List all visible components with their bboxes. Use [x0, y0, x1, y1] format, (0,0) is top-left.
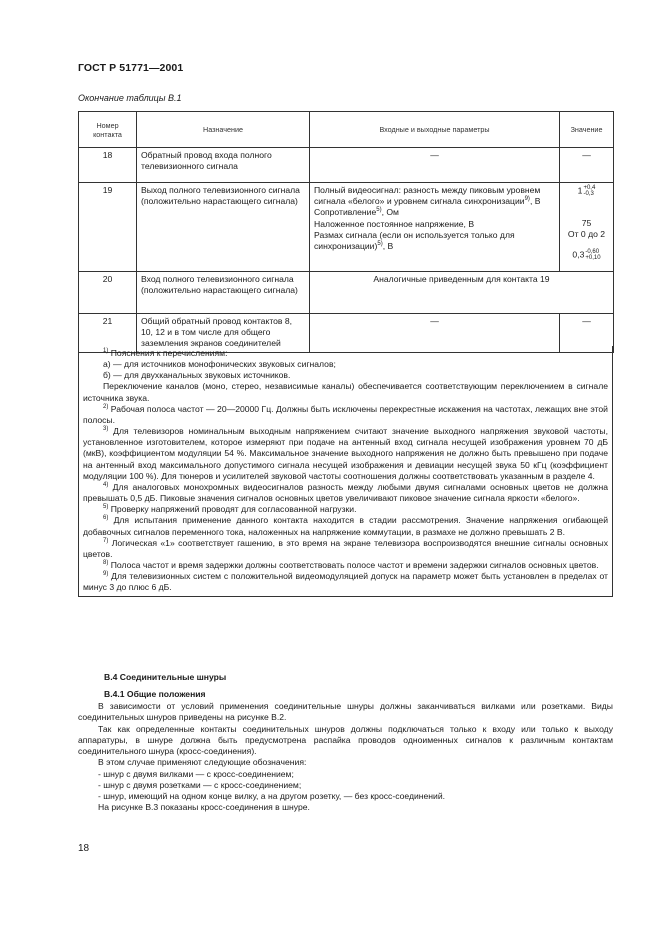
contact-purpose: Общий обратный провод контактов 8, 10, 12 и в том числе для общего заземления экранов соединителей: [137, 314, 310, 353]
contact-params: [310, 183, 560, 272]
column-header: Значение: [560, 112, 614, 148]
contact-purpose: Выход полного телевизионного сигнала (положительно нарастающего сигнала): [137, 183, 310, 272]
table-row: [79, 183, 614, 272]
footnote: $^{9)}$ Для телевизионных систем с положительной видеомодуляцией допуск на параметр может быть установлен в пределах от минус 3 до плюс 6 дБ.: [83, 571, 608, 593]
contact-value: —: [560, 148, 614, 183]
param-resistance: Сопротивление$^{5)}$, Ом: [314, 207, 399, 218]
table-caption: Окончание таблицы В.1: [78, 93, 182, 103]
footnote: $^{1)}$ Пояснения к перечислениям:: [103, 348, 228, 358]
table-header-row: [79, 112, 614, 148]
value-sync-amplitude: 0,3 -0,60 +0,10: [572, 249, 601, 262]
footnote: $^{8)}$ Полоса частот и время задержки должны соответствовать полосе частот и времени задержки сигналов основных цветов.: [103, 559, 599, 570]
contact-params: —: [310, 148, 560, 183]
section-body: [78, 701, 613, 814]
table-row: [79, 272, 614, 314]
column-header: Назначение: [137, 112, 310, 148]
list-item: - шнур с двумя розетками — с кросс-соединением;: [98, 779, 302, 790]
value-resistance: 75: [581, 218, 592, 228]
value-dc-voltage: От 0 до 2: [567, 229, 606, 240]
param-video-signal: Полный видеосигнал: разность между пиковым уровнем сигнала «белого» и уровнем сигнала синхронизации$^{9)}$, В: [314, 185, 541, 207]
subsection-title: В.4.1 Общие положения: [104, 689, 206, 699]
contact-number: 21: [79, 314, 137, 353]
table-row: [79, 148, 614, 183]
paragraph: Так как определенные контакты соединительных шнуров должны подключаться только к входу или только к выходу аппаратуры, в шнуре должна быть предусмотрена распайка проводов одноименных сигналов к различным контактам соединительного шнура (кросс-соединения).: [78, 723, 613, 756]
footnote: Переключение каналов (моно, стерео, независимые каналы) обеспечивается соответствующим переключением в сигнале источника звука.: [83, 381, 608, 403]
footnote: $^{2)}$ Рабочая полоса частот — 20—20000 Гц. Должны быть исключены перекрестные искажения на частотах, лежащих вне этой полосы.: [83, 403, 608, 425]
table-footnotes: [78, 346, 613, 597]
page-number: 18: [78, 843, 90, 854]
contact-params: —: [310, 314, 560, 353]
paragraph: В этом случае применяют следующие обозначения:: [98, 757, 307, 768]
contact-params: Аналогичные приведенным для контакта 19: [310, 272, 614, 314]
paragraph: В зависимости от условий применения соединительные шнуры должны заканчиваться вилками или розетками. Виды соединительных шнуров приведены на рисунке В.2.: [78, 701, 613, 723]
value-video-signal: 1 +0,4 -0,3: [577, 185, 596, 197]
contact-number: 19: [79, 183, 137, 272]
param-sync-amplitude: Размах сигнала (если он используется только для синхронизации)$^{5)}$, В: [314, 229, 515, 252]
footnote: $^{5)}$ Проверку напряжений проводят для согласованной нагрузки.: [103, 504, 357, 515]
footnote: $^{3)}$ Для телевизоров номинальным выходным напряжением считают значение выходного напряжения звуковой частоты, установленное изготовителем, которое измеряют при подаче на антенный вход сигнала несущей изображения уровнем 70 дБ (мкВ), коэффициентом модуляции 54 %. Максимальное значение выходного напряжения не должно быть превышено при подаче на антенный вход максимального допустимого сигнала несущей изображения и девиации несущей звука 50 кГц (коэффициент модуляции 100 %). Для тюнеров и усилителей звуковой частоты соотношения должны соответствовать указанным в разделе 4.: [83, 426, 608, 481]
footnote: $^{4)}$ Для аналоговых монохромных видеосигналов разность между любыми двумя сигналами основных цветов не должна превышать 0,5 дБ. Пиковые значения сигналов основных цветов увеличивают пиковое значение сигнала яркости «белого».: [83, 481, 608, 504]
column-header: Входные и выходные параметры: [310, 112, 560, 148]
contacts-table: [78, 111, 614, 353]
contact-value: [560, 183, 614, 272]
contact-number: 18: [79, 148, 137, 183]
document-header: ГОСТ Р 51771—2001: [78, 62, 184, 74]
footnote: б) — для двухканальных звуковых источников.: [103, 370, 291, 381]
footnote: а) — для источников монофонических звуковых сигналов;: [103, 359, 336, 370]
contact-value: —: [560, 314, 614, 353]
list-item: - шнур, имеющий на одном конце вилку, а на другом розетку, — без кросс-соединений.: [98, 791, 446, 801]
column-header: Номер контакта: [79, 112, 137, 148]
contact-number: 20: [79, 272, 137, 314]
section-title: В.4 Соединительные шнуры: [104, 672, 227, 682]
footnote: $^{7)}$ Логическая «1» соответствует гашению, в это время на экране телевизора воспроизводятся внешние сигналы основных цветов.: [83, 537, 608, 559]
contact-purpose: Обратный провод входа полного телевизионного сигнала: [137, 148, 310, 183]
param-dc-voltage: Наложенное постоянное напряжение, В: [314, 218, 475, 229]
paragraph: На рисунке В.3 показаны кросс-соединения в шнуре.: [98, 802, 310, 813]
footnote: $^{6)}$ Для испытания применение данного контакта находится в стадии рассмотрения. Значение напряжения огибающей добавочных сигналов переменного тока, наложенных на напряжение коммутации, в размахе не должно превышать 2 В.: [83, 515, 608, 537]
list-item: - шнур с двумя вилками — с кросс-соединением;: [98, 768, 294, 779]
contact-purpose: Вход полного телевизионного сигнала (положительно нарастающего сигнала): [137, 272, 310, 314]
